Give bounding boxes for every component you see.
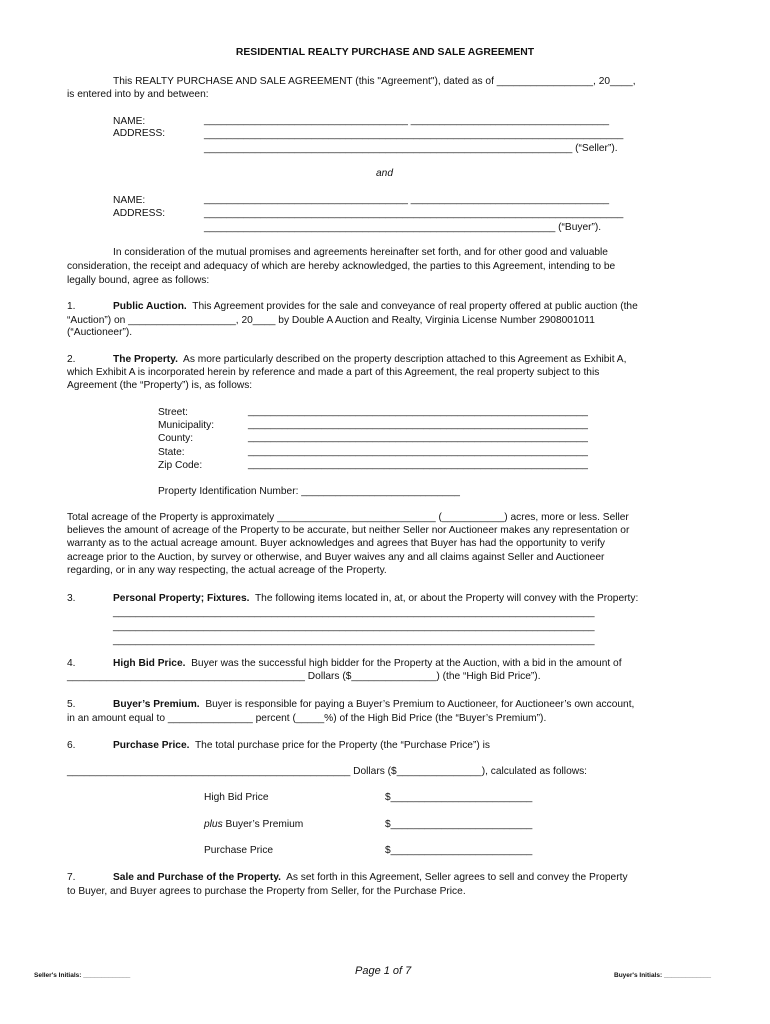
section-1-line-2: “Auction”) on ___________________, 20____ by Double A Auction and Realty, Virginia License Number 2908001011 [67, 315, 595, 326]
seller-name-label: NAME: [113, 116, 146, 127]
section-4-heading: High Bid Price. [113, 658, 186, 669]
acreage-line-4: acreage prior to the Auction, by survey or otherwise, and Buyer waives any and all claims against Seller and Auctioneer [67, 552, 605, 563]
section-2-heading: The Property. [113, 354, 178, 365]
buyer-name-line[interactable]: ____________________________________ ___________________________________ [204, 194, 610, 205]
section-7-line-2: to Buyer, and Buyer agrees to purchase the Property from Seller, for the Purchase Price. [67, 886, 466, 897]
section-4-line-2: __________________________________________ Dollars ($_______________) (the “High Bid Price”). [67, 671, 541, 682]
seller-address-line-1[interactable]: __________________________________________________________________________ [204, 129, 624, 140]
municipality-label: Municipality: [158, 420, 215, 431]
acreage-line-1: Total acreage of the Property is approximately ____________________________ (___________) acres, more or less. Seller [67, 512, 629, 523]
consideration-line-1: In consideration of the mutual promises and agreements hereinafter set forth, and for other good and valuable [113, 247, 608, 258]
section-6-line-1: The total purchase price for the Property (the “Purchase Price”) is [194, 740, 490, 751]
section-1-number: 1. [67, 301, 76, 312]
buyers-premium-label: plus Buyer’s Premium [204, 819, 304, 830]
seller-name-line[interactable]: ____________________________________ ___________________________________ [204, 115, 610, 126]
purchase-price-value[interactable]: $_________________________ [385, 845, 533, 856]
personal-property-line-3[interactable]: _____________________________________________________________________________________ [113, 635, 595, 646]
section-2-line-3: Agreement (the “Property”) is, as follows: [67, 380, 253, 391]
zip-code-line[interactable]: ____________________________________________________________ [248, 459, 588, 470]
acreage-line-5: regarding, or in any way respecting, the actual acreage of the Property. [67, 565, 387, 576]
section-3-heading: Personal Property; Fixtures. [113, 593, 250, 604]
section-1-line-3: (“Auctioneer”). [67, 327, 133, 338]
street-line[interactable]: ____________________________________________________________ [248, 406, 588, 417]
section-6-number: 6. [67, 740, 76, 751]
section-5-heading: Buyer’s Premium. [113, 699, 200, 710]
zip-code-label: Zip Code: [158, 460, 203, 471]
section-2-line-2: which Exhibit A is incorporated herein by reference and made a part of this Agreement, the real property subject to this [67, 367, 600, 378]
personal-property-line-2[interactable]: _____________________________________________________________________________________ [113, 621, 595, 632]
section-2-line-1: As more particularly described on the property description attached to this Agreement as Exhibit A, [183, 354, 627, 365]
buyer-name-label: NAME: [113, 195, 146, 206]
acreage-line-3: warranty as to the actual acreage amount. Buyer acknowledges and agrees that Buyer has had the opportunity to verify [67, 538, 605, 549]
section-5-number: 5. [67, 699, 76, 710]
section-1-line-1: This Agreement provides for the sale and conveyance of real property offered at public auction (the [192, 301, 638, 312]
buyer-initials[interactable]: Buyer's Initials: _____________ [614, 972, 711, 979]
acreage-line-2: believes the amount of acreage of the Property to be accurate, but neither Seller nor Auctioneer makes any representation or [67, 525, 630, 536]
high-bid-price-value[interactable]: $_________________________ [385, 792, 533, 803]
purchase-price-label: Purchase Price [204, 845, 274, 856]
section-5-line-1: Buyer is responsible for paying a Buyer’s Premium to Auctioneer, for Auctioneer’s own account, [205, 699, 635, 710]
seller-initials[interactable]: Seller's Initials: _____________ [34, 972, 131, 979]
high-bid-price-label: High Bid Price [204, 792, 269, 803]
state-label: State: [158, 447, 185, 458]
personal-property-line-1[interactable]: _____________________________________________________________________________________ [113, 607, 595, 618]
state-line[interactable]: ____________________________________________________________ [248, 446, 588, 457]
section-7-number: 7. [67, 872, 76, 883]
buyers-premium-value[interactable]: $_________________________ [385, 819, 533, 830]
buyer-address-line-2[interactable]: ______________________________________________________________ (“Buyer”). [204, 222, 602, 233]
document-title: RESIDENTIAL REALTY PURCHASE AND SALE AGREEMENT [235, 47, 535, 58]
consideration-line-3: legally bound, agree as follows: [67, 275, 210, 286]
county-line[interactable]: ____________________________________________________________ [248, 432, 588, 443]
section-2-number: 2. [67, 354, 76, 365]
seller-address-line-2[interactable]: _________________________________________________________________ (“Seller”). [204, 143, 618, 154]
section-7-line-1: As set forth in this Agreement, Seller agrees to sell and convey the Property [286, 872, 628, 883]
section-4-number: 4. [67, 658, 76, 669]
plus-italic: plus [204, 819, 223, 830]
property-id-number[interactable]: Property Identification Number: ____________________________ [158, 486, 460, 497]
buyer-address-label: ADDRESS: [113, 208, 166, 219]
section-6-heading: Purchase Price. [113, 740, 190, 751]
page-number: Page 1 of 7 [355, 965, 412, 977]
buyer-address-line-1[interactable]: __________________________________________________________________________ [204, 208, 624, 219]
street-label: Street: [158, 407, 189, 418]
intro-line-2: is entered into by and between: [67, 89, 209, 100]
consideration-line-2: consideration, the receipt and adequacy of which are hereby acknowledged, the parties to this Agreement, intending to be [67, 261, 616, 272]
section-5-line-2: in an amount equal to _______________ percent (_____%) of the High Bid Price (the “Buyer’s Premium”). [67, 713, 547, 724]
section-3-number: 3. [67, 593, 76, 604]
county-label: County: [158, 433, 194, 444]
section-1-heading: Public Auction. [113, 301, 187, 312]
municipality-line[interactable]: ____________________________________________________________ [248, 419, 588, 430]
and-text: and [376, 168, 393, 179]
section-7-heading: Sale and Purchase of the Property. [113, 872, 281, 883]
intro-line-1: This REALTY PURCHASE AND SALE AGREEMENT (this "Agreement"), dated as of _________________, 20____, [113, 76, 636, 87]
section-6-line-2: __________________________________________________ Dollars ($_______________), calculated as follows: [67, 766, 588, 777]
section-4-line-1: Buyer was the successful high bidder for the Property at the Auction, with a bid in the amount of [191, 658, 622, 669]
section-3-line-1: The following items located in, at, or about the Property will convey with the Property: [254, 593, 639, 604]
seller-address-label: ADDRESS: [113, 128, 166, 139]
